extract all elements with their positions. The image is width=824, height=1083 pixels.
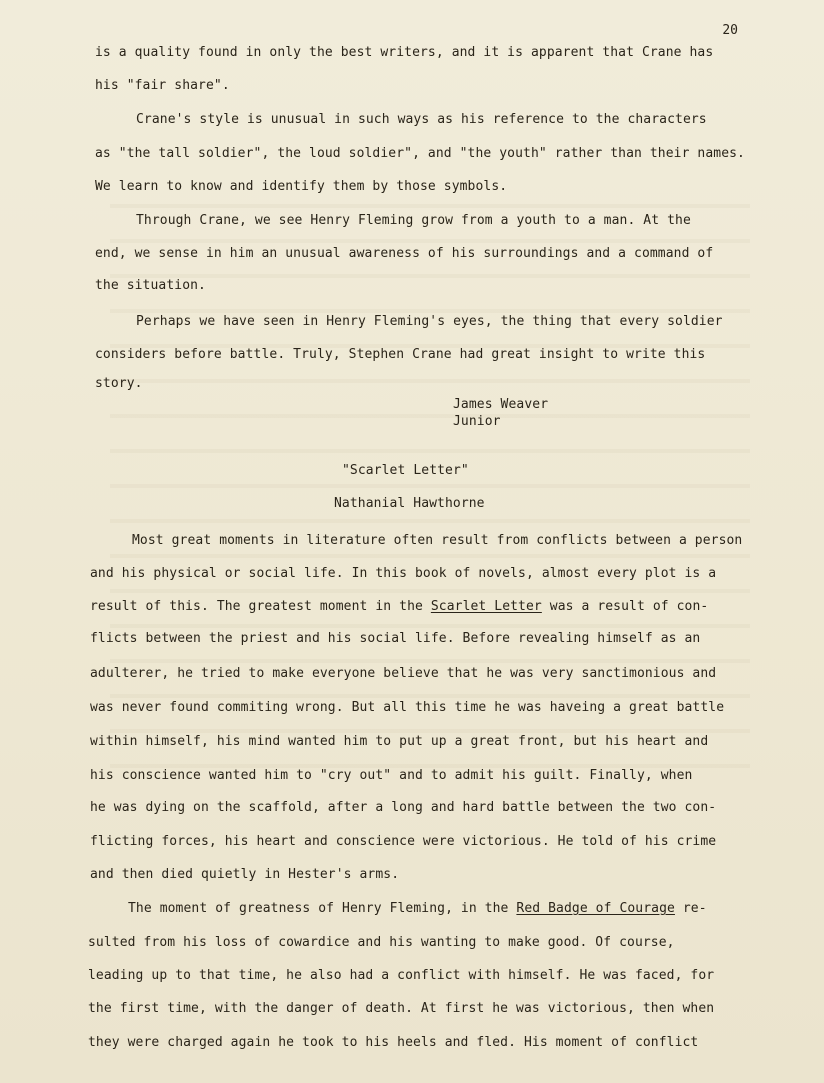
text-line: Perhaps we have seen in Henry Fleming's eyes, the thing that every soldier: [136, 314, 723, 329]
text-line: is a quality found in only the best writers, and it is apparent that Crane has: [95, 45, 714, 60]
text-line: they were charged again he took to his heels and fled. His moment of conflict: [88, 1035, 699, 1050]
text-line: flicts between the priest and his social life. Before revealing himself as an: [90, 631, 701, 646]
text-line: Crane's style is unusual in such ways as his reference to the characters: [136, 112, 707, 127]
text-line: was never found commiting wrong. But all this time he was haveing a great battle: [90, 700, 725, 715]
text-line: Most great moments in literature often result from conflicts between a person: [132, 533, 743, 548]
book-title-scarlet-letter: Scarlet Letter: [430, 599, 542, 614]
text-line-with-title: [128, 901, 707, 916]
text-line: end, we sense in him an unusual awareness of his surroundings and a command of: [95, 246, 714, 261]
author-signature-name: James Weaver: [453, 397, 549, 412]
text-line: the first time, with the danger of death. At first he was victorious, then when: [88, 1001, 715, 1016]
text-segment: result of this. The greatest moment in the: [90, 599, 431, 614]
text-line: leading up to that time, he also had a conflict with himself. He was faced, for: [88, 968, 715, 983]
text-line: his conscience wanted him to "cry out" and to admit his guilt. Finally, when: [90, 768, 693, 783]
text-line: story.: [95, 376, 143, 391]
text-line: We learn to know and identify them by those symbols.: [95, 179, 508, 194]
text-line: and then died quietly in Hester's arms.: [90, 867, 400, 882]
section-author: Nathanial Hawthorne: [334, 496, 485, 511]
text-line: his "fair share".: [95, 78, 230, 93]
text-line: Through Crane, we see Henry Fleming grow from a youth to a man. At the: [136, 213, 691, 228]
text-line: sulted from his loss of cowardice and his wanting to make good. Of course,: [88, 935, 675, 950]
text-segment: was a result of con-: [541, 599, 709, 614]
author-signature-grade: Junior: [453, 414, 501, 429]
text-line: considers before battle. Truly, Stephen Crane had great insight to write this: [95, 347, 706, 362]
book-title-red-badge-of-courage: Red Badge of Courage: [516, 901, 675, 916]
section-title: "Scarlet Letter": [342, 463, 469, 478]
text-line: as "the tall soldier", the loud soldier", and "the youth" rather than their names.: [95, 146, 745, 161]
text-line: within himself, his mind wanted him to put up a great front, but his heart and: [90, 734, 709, 749]
text-line-with-title: [90, 599, 708, 614]
text-segment: re-: [674, 901, 707, 916]
text-line: and his physical or social life. In this book of novels, almost every plot is a: [90, 566, 717, 581]
text-line: he was dying on the scaffold, after a long and hard battle between the two con-: [90, 800, 717, 815]
show-through-block: [110, 180, 750, 780]
text-line: the situation.: [95, 278, 206, 293]
page-number: 20: [722, 23, 738, 38]
text-line: adulterer, he tried to make everyone believe that he was very sanctimonious and: [90, 666, 717, 681]
text-line: flicting forces, his heart and conscience were victorious. He told of his crime: [90, 834, 717, 849]
text-segment: The moment of greatness of Henry Fleming, in the: [128, 901, 517, 916]
